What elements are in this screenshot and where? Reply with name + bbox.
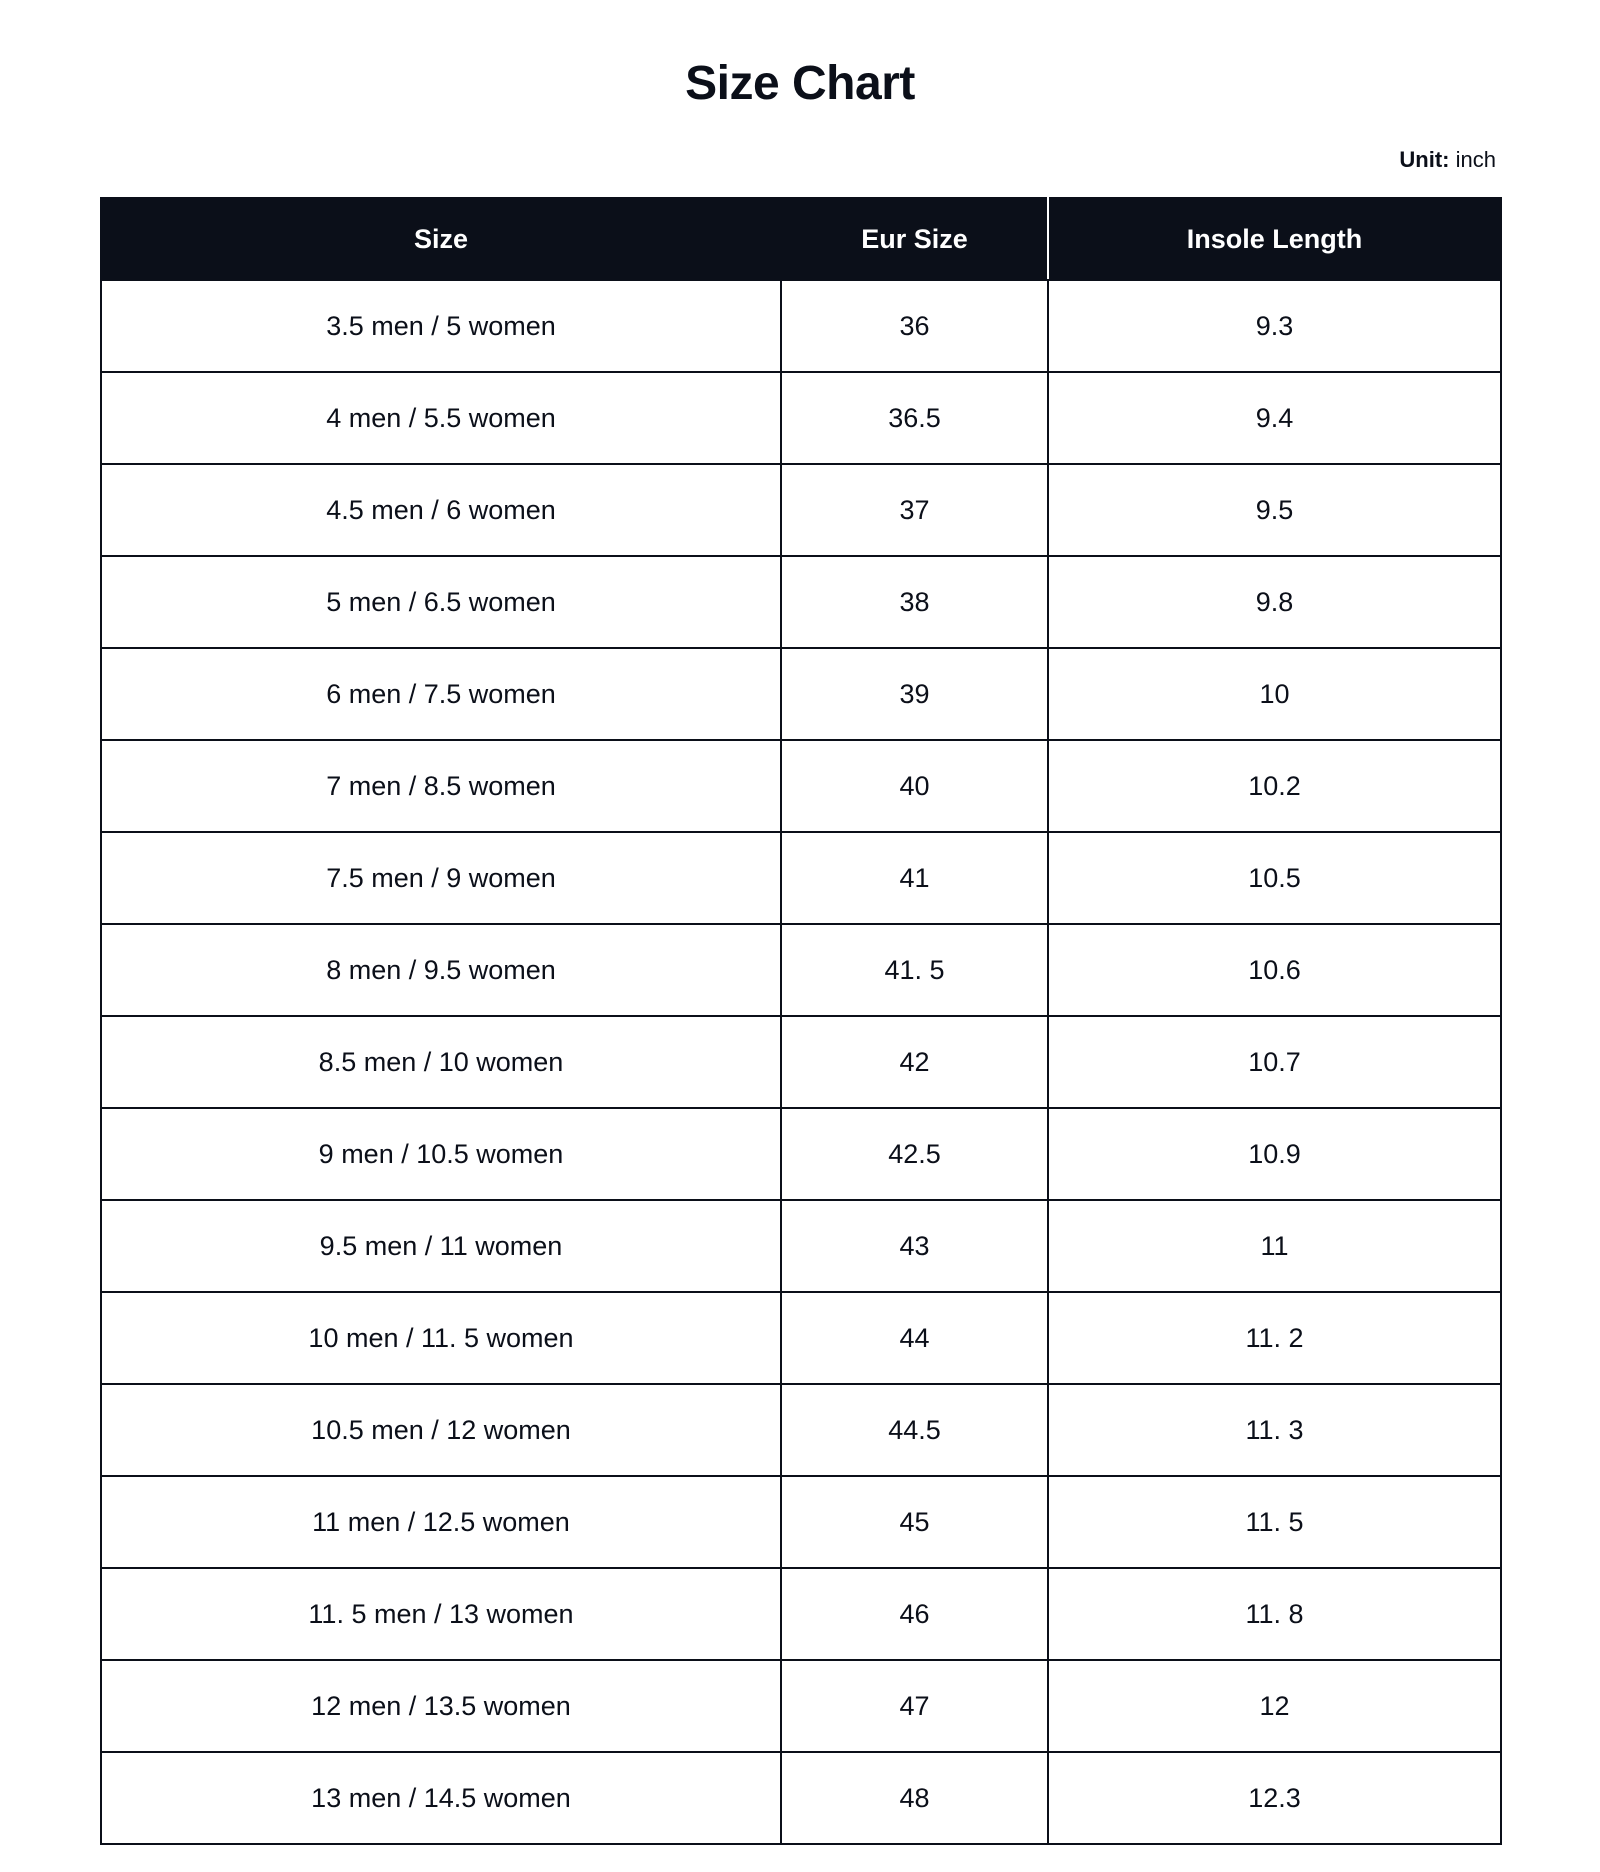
cell-insole-length: 10.7 (1048, 1016, 1501, 1108)
cell-size: 5 men / 6.5 women (101, 556, 781, 648)
cell-size: 12 men / 13.5 women (101, 1660, 781, 1752)
cell-insole-length: 10 (1048, 648, 1501, 740)
unit-value: inch (1455, 147, 1496, 172)
column-header-insole-length: Insole Length (1048, 198, 1501, 280)
cell-eur-size: 45 (781, 1476, 1048, 1568)
cell-insole-length: 11. 2 (1048, 1292, 1501, 1384)
cell-insole-length: 10.9 (1048, 1108, 1501, 1200)
cell-eur-size: 46 (781, 1568, 1048, 1660)
cell-size: 13 men / 14.5 women (101, 1752, 781, 1844)
table-row (101, 1200, 1501, 1292)
cell-insole-length: 12 (1048, 1660, 1501, 1752)
table-header-row (101, 198, 1501, 280)
table-row (101, 648, 1501, 740)
cell-eur-size: 42.5 (781, 1108, 1048, 1200)
cell-insole-length: 9.4 (1048, 372, 1501, 464)
cell-insole-length: 9.3 (1048, 280, 1501, 372)
cell-eur-size: 43 (781, 1200, 1048, 1292)
cell-eur-size: 41. 5 (781, 924, 1048, 1016)
cell-insole-length: 9.8 (1048, 556, 1501, 648)
column-header-eur-size: Eur Size (781, 198, 1048, 280)
cell-insole-length: 12.3 (1048, 1752, 1501, 1844)
cell-size: 7 men / 8.5 women (101, 740, 781, 832)
cell-eur-size: 40 (781, 740, 1048, 832)
table-row (101, 464, 1501, 556)
cell-insole-length: 10.6 (1048, 924, 1501, 1016)
cell-eur-size: 44.5 (781, 1384, 1048, 1476)
table-row (101, 1292, 1501, 1384)
cell-size: 9.5 men / 11 women (101, 1200, 781, 1292)
cell-insole-length: 10.5 (1048, 832, 1501, 924)
cell-size: 7.5 men / 9 women (101, 832, 781, 924)
cell-size: 6 men / 7.5 women (101, 648, 781, 740)
table-row (101, 1568, 1501, 1660)
cell-eur-size: 48 (781, 1752, 1048, 1844)
table-row (101, 1108, 1501, 1200)
cell-insole-length: 11. 5 (1048, 1476, 1501, 1568)
table-row (101, 1660, 1501, 1752)
unit-label: Unit: (1399, 147, 1450, 172)
cell-insole-length: 11. 3 (1048, 1384, 1501, 1476)
cell-eur-size: 44 (781, 1292, 1048, 1384)
table-row (101, 1384, 1501, 1476)
table-row (101, 372, 1501, 464)
cell-size: 10 men / 11. 5 women (101, 1292, 781, 1384)
cell-size: 3.5 men / 5 women (101, 280, 781, 372)
unit-note (100, 147, 1500, 173)
table-row (101, 1752, 1501, 1844)
table-header (101, 198, 1501, 280)
cell-eur-size: 41 (781, 832, 1048, 924)
cell-eur-size: 36.5 (781, 372, 1048, 464)
cell-size: 4 men / 5.5 women (101, 372, 781, 464)
cell-size: 8.5 men / 10 women (101, 1016, 781, 1108)
table-body (101, 280, 1501, 1844)
cell-eur-size: 39 (781, 648, 1048, 740)
table-row (101, 1016, 1501, 1108)
cell-size: 9 men / 10.5 women (101, 1108, 781, 1200)
page-title: Size Chart (685, 57, 915, 110)
cell-eur-size: 38 (781, 556, 1048, 648)
table-row (101, 556, 1501, 648)
table-row (101, 832, 1501, 924)
cell-eur-size: 36 (781, 280, 1048, 372)
cell-eur-size: 47 (781, 1660, 1048, 1752)
cell-insole-length: 11 (1048, 1200, 1501, 1292)
cell-eur-size: 37 (781, 464, 1048, 556)
cell-size: 10.5 men / 12 women (101, 1384, 781, 1476)
cell-insole-length: 11. 8 (1048, 1568, 1501, 1660)
cell-size: 11. 5 men / 13 women (101, 1568, 781, 1660)
cell-insole-length: 9.5 (1048, 464, 1501, 556)
column-header-size: Size (101, 198, 781, 280)
table-row (101, 1476, 1501, 1568)
cell-insole-length: 10.2 (1048, 740, 1501, 832)
table-row (101, 924, 1501, 1016)
cell-size: 4.5 men / 6 women (101, 464, 781, 556)
cell-size: 11 men / 12.5 women (101, 1476, 781, 1568)
table-row (101, 740, 1501, 832)
cell-size: 8 men / 9.5 women (101, 924, 781, 1016)
cell-eur-size: 42 (781, 1016, 1048, 1108)
size-chart-table (100, 197, 1502, 1845)
table-row (101, 280, 1501, 372)
